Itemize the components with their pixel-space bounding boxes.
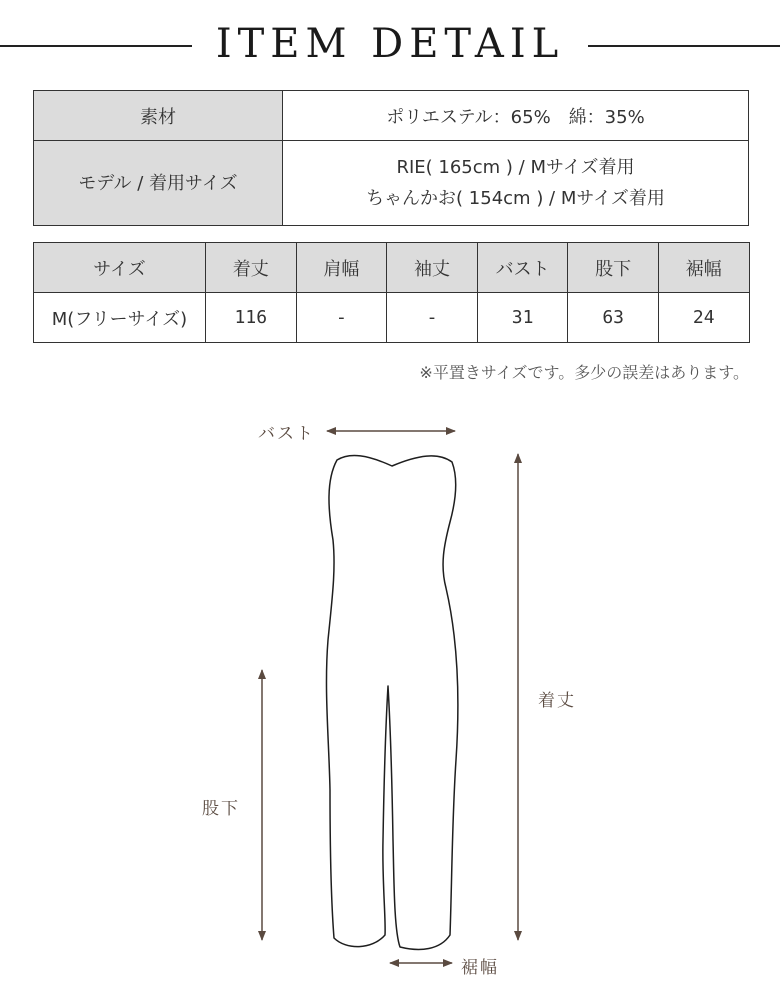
model-label: モデル / 着用サイズ xyxy=(34,141,283,226)
table-cell: 116 xyxy=(206,293,297,343)
material-table xyxy=(33,90,749,226)
header-rule-right xyxy=(588,45,780,47)
table-row xyxy=(34,293,750,343)
table-cell: - xyxy=(296,293,387,343)
garment-diagram xyxy=(0,400,780,1000)
measurement-note: ※平置きサイズです。多少の誤差はあります。 xyxy=(419,363,749,382)
column-header: 肩幅 xyxy=(296,243,387,293)
bust-label: バスト xyxy=(258,424,315,444)
model-value-line: RIE( 165cm ) / Mサイズ着用 xyxy=(396,157,635,178)
header-rule-left xyxy=(0,45,192,47)
table-cell: 24 xyxy=(658,293,749,343)
column-header: サイズ xyxy=(34,243,206,293)
hem-label: 裾幅 xyxy=(461,958,499,978)
column-header: 裾幅 xyxy=(658,243,749,293)
material-value-line: ポリエステル：65% 綿：35% xyxy=(386,106,645,128)
table-row xyxy=(34,141,749,226)
column-header: 股下 xyxy=(568,243,659,293)
material-value xyxy=(283,91,749,141)
section-header xyxy=(0,18,780,70)
table-cell: - xyxy=(387,293,478,343)
page-title: ITEM DETAIL xyxy=(215,21,565,67)
model-value xyxy=(283,141,749,226)
size-table xyxy=(33,242,750,343)
table-row xyxy=(34,91,749,141)
jumpsuit-outline xyxy=(326,455,457,949)
column-header: 袖丈 xyxy=(387,243,478,293)
table-cell: 31 xyxy=(477,293,568,343)
table-cell: M(フリーサイズ) xyxy=(34,293,206,343)
model-value-line: ちゃんかお( 154cm ) / Mサイズ着用 xyxy=(366,188,665,209)
table-cell: 63 xyxy=(568,293,659,343)
material-label: 素材 xyxy=(34,91,283,141)
table-header-row xyxy=(34,243,750,293)
column-header: 着丈 xyxy=(206,243,297,293)
length-label: 着丈 xyxy=(538,691,576,711)
column-header: バスト xyxy=(477,243,568,293)
inseam-label: 股下 xyxy=(202,799,240,819)
